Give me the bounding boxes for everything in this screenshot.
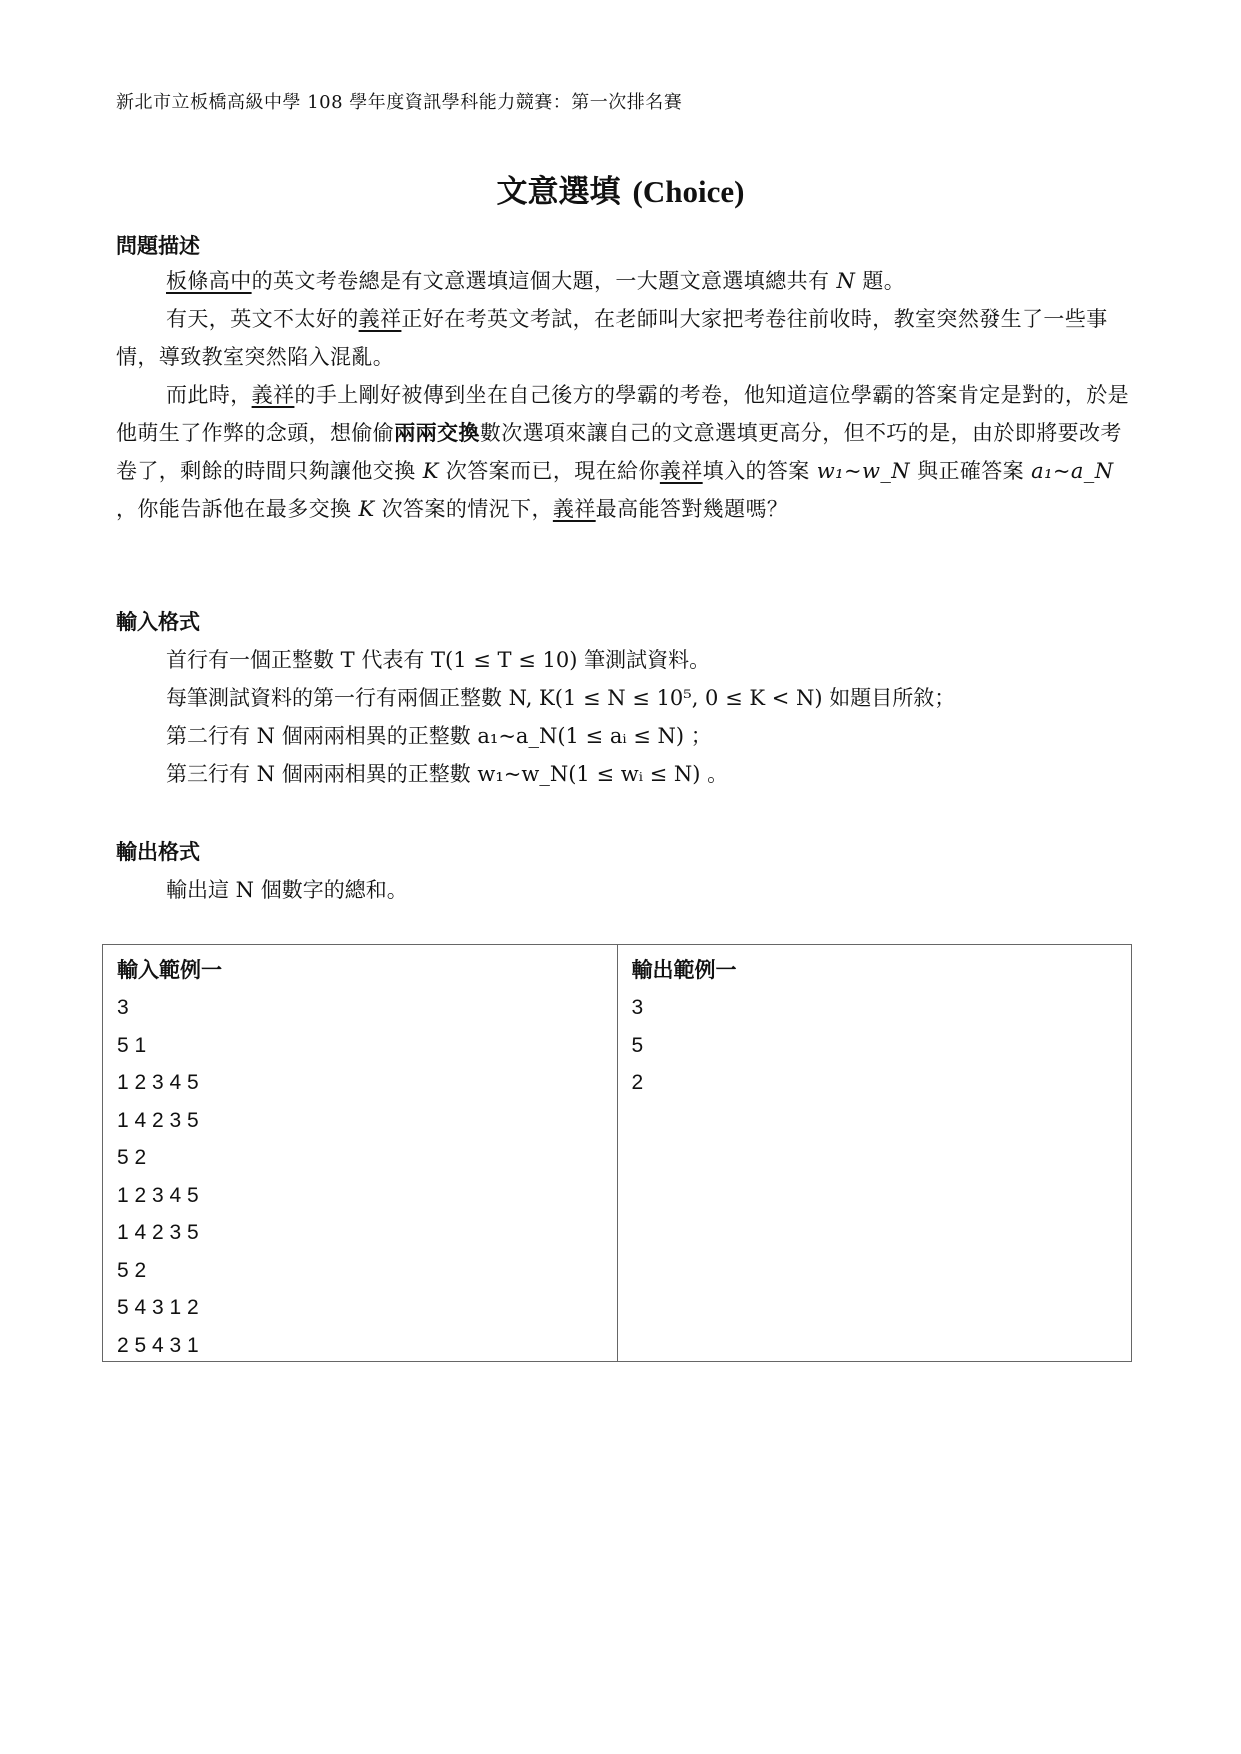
problem-paragraph-3: 而此時，義祥的手上剛好被傳到坐在自己後方的學霸的考卷，他知道這位學霸的答案肯定是對的，於是他萌生了作弊的念頭，想偷偷兩兩交換數次選項來讓自己的文意選填更高分，但不巧的是，由於即將要改考卷了，剩餘的時間只夠讓他交換 K 次答案而已，現在給你義祥填入的答案 w₁~w_N 與正確答案 a₁~a_N ，你能告訴他在最多交換 K 次答案的情況下，義祥最高能答對幾題嗎？ (116, 383, 1130, 521)
sample-table (102, 944, 1132, 1362)
page-header: 新北市立板橋高級中學 108 學年度資訊學科能力競賽：第一次排名賽 (116, 92, 683, 113)
sample-input-row: 5 4 3 1 2 (117, 1296, 199, 1319)
input-format-line-4: 第三行有 N 個兩兩相異的正整數 w₁~w_N(1 ≤ wᵢ ≤ N) 。 (166, 762, 729, 786)
sample-input-row: 1 2 3 4 5 (117, 1071, 199, 1094)
sample-output-column (617, 945, 1132, 1361)
person-name: 義祥 (251, 383, 295, 407)
problem-paragraph-2: 有天，英文不太好的義祥正好在考英文考試，在老師叫大家把考卷往前收時，教室突然發生了一些事情，導致教室突然陷入混亂。 (116, 307, 1108, 369)
title-en: (Choice) (632, 174, 745, 209)
sample-output-heading: 輸出範例一 (631, 957, 737, 982)
input-format-line-2: 每筆測試資料的第一行有兩個正整數 N, K(1 ≤ N ≤ 10⁵, 0 ≤ K < N) 如題目所敘； (166, 686, 956, 710)
output-format-line-1: 輸出這 N 個數字的總和。 (166, 878, 408, 902)
school-name: 板條高中 (166, 269, 252, 293)
sample-input-row: 5 1 (117, 1033, 147, 1057)
sample-input-row: 1 4 2 3 5 (117, 1221, 199, 1244)
sample-input-row: 1 4 2 3 5 (117, 1108, 199, 1132)
sample-input-row: 5 2 (117, 1146, 147, 1169)
sample-output-row: 2 (631, 1071, 644, 1094)
math-w-range: w₁~w_N (816, 459, 910, 483)
sample-input-row: 1 2 3 4 5 (117, 1183, 199, 1207)
sample-output-row: 5 (631, 1033, 644, 1057)
sample-output-row: 3 (631, 996, 644, 1019)
sample-input-column (103, 945, 617, 1361)
problem-heading: 問題描述 (116, 233, 200, 258)
bold-swap-phrase: 兩兩交換 (394, 420, 480, 445)
output-format-heading: 輸出格式 (116, 839, 200, 864)
sample-input-heading: 輸入範例一 (117, 957, 222, 982)
sample-input-row: 2 5 4 3 1 (117, 1333, 199, 1357)
person-name: 義祥 (358, 307, 402, 331)
problem-paragraph-1: 板條高中的英文考卷總是有文意選填這個大題，一大題文意選填總共有 N 題。 (166, 269, 906, 293)
input-format-line-1: 首行有一個正整數 T 代表有 T(1 ≤ T ≤ 10) 筆測試資料。 (166, 648, 711, 672)
input-format-line-3: 第二行有 N 個兩兩相異的正整數 a₁~a_N(1 ≤ aᵢ ≤ N) ； (166, 724, 712, 748)
input-format-heading: 輸入格式 (116, 609, 200, 634)
person-name: 義祥 (552, 497, 596, 521)
person-name: 義祥 (659, 459, 703, 483)
sample-input-row: 5 2 (117, 1258, 147, 1282)
problem-title (0, 166, 1241, 211)
math-a-range: a₁~a_N (1031, 459, 1114, 483)
title-zh: 文意選填 (496, 174, 621, 210)
sample-input-row: 3 (117, 996, 129, 1019)
